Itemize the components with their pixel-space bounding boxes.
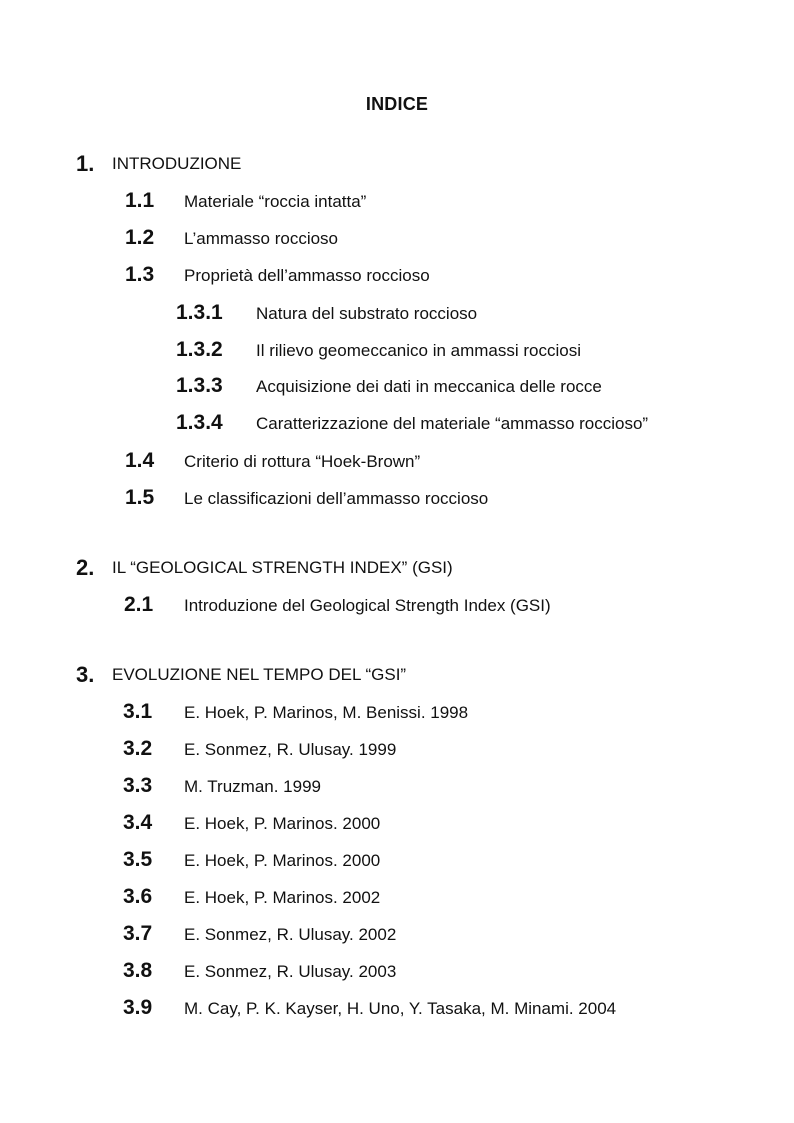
toc-number: 3.5: [123, 848, 153, 871]
toc-number: 3.7: [123, 922, 153, 945]
toc-number: 1.4: [125, 449, 155, 472]
toc-number: 3.6: [123, 885, 153, 908]
toc-title: E. Hoek, P. Marinos. 2000: [184, 814, 381, 833]
toc-title: E. Hoek, P. Marinos. 2000: [184, 851, 381, 870]
toc-title: M. Cay, P. K. Kayser, H. Uno, Y. Tasaka, M. Minami. 2004: [184, 999, 617, 1018]
toc-title: E. Sonmez, R. Ulusay. 1999: [184, 740, 397, 759]
toc-title: Materiale “roccia intatta”: [184, 192, 367, 211]
toc-number: 2.: [76, 555, 95, 580]
toc-number: 2.1: [124, 593, 154, 616]
toc-number: 3.4: [123, 811, 153, 834]
toc-title: L’ammasso roccioso: [184, 229, 339, 248]
toc-title: INTRODUZIONE: [112, 154, 242, 173]
toc-number: 3.2: [123, 737, 153, 760]
toc-number: 3.: [76, 662, 95, 687]
toc-number: 3.1: [123, 700, 153, 723]
toc-title: E. Hoek, P. Marinos. 2002: [184, 888, 381, 907]
toc-title: E. Sonmez, R. Ulusay. 2002: [184, 925, 397, 944]
toc-title: Natura del substrato roccioso: [256, 304, 478, 323]
toc-title: E. Hoek, P. Marinos, M. Benissi. 1998: [184, 703, 469, 722]
toc-title: M. Truzman. 1999: [184, 777, 322, 796]
toc-title: Criterio di rottura “Hoek-Brown”: [184, 452, 421, 471]
toc-title: Le classificazioni dell’ammasso roccioso: [184, 489, 489, 508]
toc-title: Caratterizzazione del materiale “ammasso roccioso”: [256, 414, 649, 433]
toc-title: EVOLUZIONE NEL TEMPO DEL “GSI”: [112, 665, 407, 684]
toc-title: Introduzione del Geological Strength Index (GSI): [184, 596, 551, 615]
toc-title: IL “GEOLOGICAL STRENGTH INDEX” (GSI): [112, 558, 453, 577]
toc-number: 1.3: [125, 263, 155, 286]
toc-number: 1.3.2: [176, 338, 223, 361]
toc-title: E. Sonmez, R. Ulusay. 2003: [184, 962, 397, 981]
toc-number: 1.: [76, 151, 95, 176]
toc-number: 3.8: [123, 959, 153, 982]
toc-number: 1.5: [125, 486, 155, 509]
toc-number: 1.3.4: [176, 411, 223, 434]
page-title: INDICE: [365, 94, 429, 114]
toc-title: Acquisizione dei dati in meccanica delle rocce: [256, 377, 602, 396]
toc-number: 1.1: [125, 189, 155, 212]
toc-number: 3.3: [123, 774, 153, 797]
toc-title: Proprietà dell’ammasso roccioso: [184, 266, 430, 285]
toc-number: 1.2: [125, 226, 155, 249]
toc-number: 1.3.3: [176, 374, 223, 397]
toc-number: 3.9: [123, 996, 153, 1019]
toc-title: Il rilievo geomeccanico in ammassi rocciosi: [256, 341, 582, 360]
toc-number: 1.3.1: [176, 301, 223, 324]
